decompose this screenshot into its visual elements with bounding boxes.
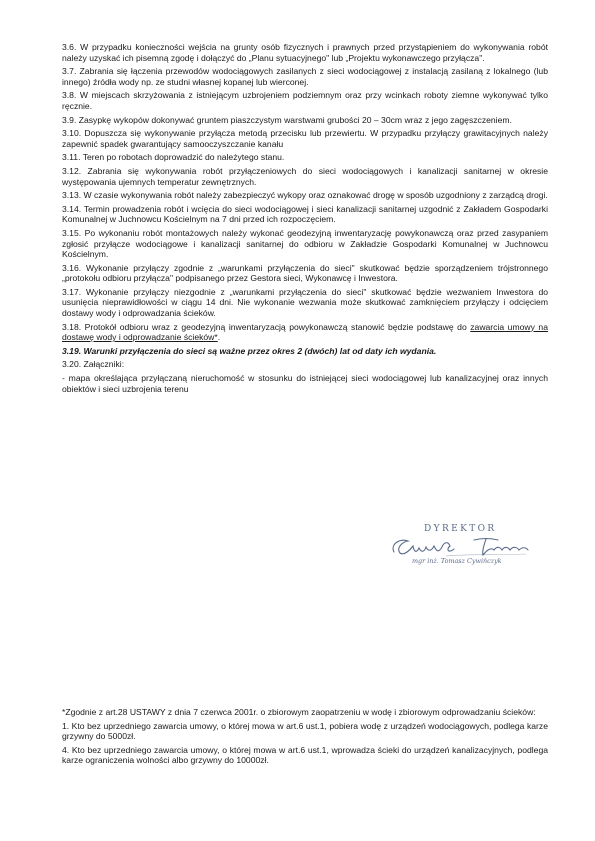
footnote-intro: *Zgodnie z art.28 USTAWY z dnia 7 czerwca 2001r. o zbiorowym zaopatrzeniu w wodę i zbiorowym odprowadzaniu ścieków:	[62, 707, 536, 717]
paragraph-3-18-text: 3.18. Protokół odbioru wraz z geodezyjną inwentaryzacją powykonawczą stanowić będzie podstawę do	[62, 321, 471, 332]
paragraph-3-13: 3.13. W czasie wykonywania robót należy zabezpieczyć wykopy oraz oznakować drogę w sposób uzgodniony z zarządcą drogi.	[62, 190, 548, 201]
footnote-item-4: 4. Kto bez uprzedniego zawarcia umowy, o której mowa w art.6 ust.1, wprowadza ścieki do urządzeń kanalizacyjnych, podlega karze ograniczenia wolności albo grzywny do 10000zł.	[62, 744, 548, 766]
paragraph-3-15: 3.15. Po wykonaniu robót montażowych należy wykonać geodezyjną inwentaryzację powykonawczą oraz przed zasypaniem zgłosić przyłącze wodociągowe i kanalizacji sanitarnej do odbioru w Zakładzie Gospodarki Komunalnej w Juchnowcu Kościelnym.	[62, 227, 548, 260]
paragraph-3-20-attachments: 3.20. Załączniki:	[62, 359, 125, 370]
legal-footnote	[62, 707, 548, 769]
paragraph-3-8: 3.8. W miejscach skrzyżowania z istniejącym uzbrojeniem podziemnym oraz przy wcinkach roboty ziemne wykonywać tylko ręcznie.	[62, 90, 548, 111]
signature-title: DYREKTOR	[424, 524, 497, 534]
paragraph-3-11: 3.11. Teren po robotach doprowadzić do należytego stanu.	[62, 152, 285, 163]
paragraph-3-7: 3.7. Zabrania się łączenia przewodów wodociągowych zasilanych z sieci wodociągowej z instalacją zasilaną z lokalnego (lub innego) źródła wody np. ze studni własnej kopanej lub wierconej.	[62, 66, 548, 87]
paragraph-3-17: 3.17. Wykonanie przyłączy niezgodnie z „warunkami przyłączenia do sieci" skutkować będzie wezwaniem Inwestora do usunięcia nieprawidłowości w ciągu 14 dni. Nie wykonanie wezwania może skutkować zamknięciem przyłączy i odcięciem dostawy wody i odprowadzania ścieków.	[62, 286, 548, 319]
attachment-item: - mapa określająca przyłączaną nieruchomość w stosunku do istniejącej sieci wodociągowej lub kanalizacyjnej oraz innych obiektów i sieci uzbrojenia terenu	[62, 373, 548, 394]
signature-name: mgr inż. Tomasz Cywińczyk	[412, 557, 502, 565]
footnote-item-1: 1. Kto bez uprzedniego zawarcia umowy, o której mowa w art.6 ust.1, pobiera wodę z urządzeń wodociągowych, podlega karze grzywny do 5000zł.	[62, 720, 548, 742]
paragraph-3-16: 3.16. Wykonanie przyłączy zgodnie z „warunkami przyłączenia do sieci" skutkować będzie sporządzeniem trójstronnego „protokołu odbioru przyłącza" podpisanego przez Gestora sieci, Wykonawcę i Inwestora.	[62, 262, 548, 284]
paragraph-3-6: 3.6. W przypadku konieczności wejścia na grunty osób fizycznych i prawnych przed przystąpieniem do wykonywania robót należy uzyskać ich pisemną zgodę i dołączyć do „Planu sytuacyjnego" lub „Projektu wykonawczego przyłącza".	[62, 42, 548, 63]
paragraph-3-10: 3.10. Dopuszcza się wykonywanie przyłącza metodą przecisku lub przewiertu. W przypadku przyłączy grawitacyjnych należy zapewnić spadek gwarantujący samooczyszczanie kanału	[62, 128, 548, 149]
paragraph-3-14: 3.14. Termin prowadzenia robót i wcięcia do sieci wodociągowej i sieci kanalizacji sanitarnej uzgodnić z Zakładem Gospodarki Komunalnej w Juchnowcu Kościelnym na 7 dni przed ich rozpoczęciem.	[62, 203, 548, 225]
paragraph-3-18-underlined: zawarcia umowy na dostawę wody i odprowadzanie ścieków*	[62, 321, 548, 343]
director-signature	[382, 524, 552, 574]
conditions-body	[62, 42, 548, 397]
paragraph-3-19-validity: 3.19. Warunki przyłączenia do sieci są ważne przez okres 2 (dwóch) lat od daty ich wydania.	[62, 345, 437, 356]
paragraph-3-18-end: .	[217, 332, 221, 343]
paragraph-3-9: 3.9. Zasypkę wykopów dokonywać gruntem piaszczystym warstwami grubości 20 – 30cm wraz z jego zagęszczeniem.	[62, 114, 512, 125]
paragraph-3-18	[62, 322, 548, 343]
paragraph-3-12: 3.12. Zabrania się wykonywania robót przyłączeniowych do sieci wodociągowych i kanalizacji sanitarnej w okresie występowania ujemnych temperatur zewnętrznych.	[62, 165, 548, 187]
handwritten-signature-icon	[386, 532, 551, 560]
